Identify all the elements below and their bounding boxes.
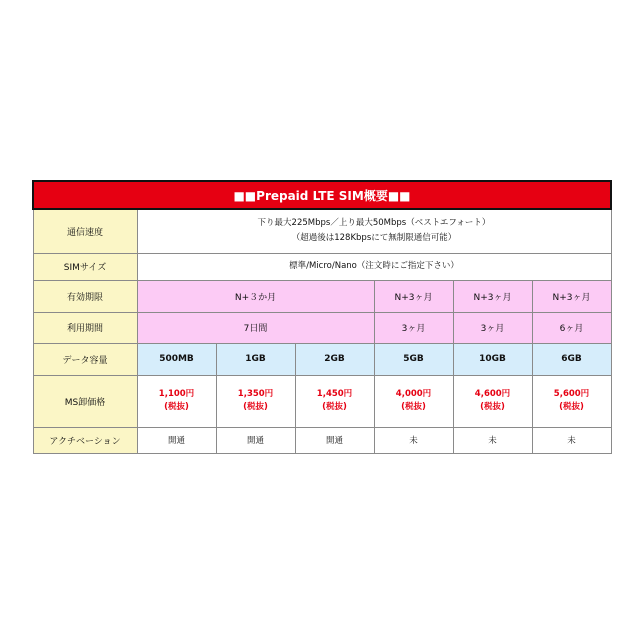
price-tax-note: (税抜): [401, 402, 426, 412]
price-cell: [216, 375, 295, 427]
price-amount: 4,600円: [474, 389, 511, 399]
price-cell: [374, 375, 453, 427]
sim-overview-table: [32, 180, 612, 454]
validity-plan-5: N+3ヶ月: [453, 280, 532, 312]
capacity-cell: 10GB: [453, 343, 532, 375]
price-amount: 5,600円: [553, 389, 590, 399]
usage-period-plan-6: 6ヶ月: [532, 312, 611, 343]
activation-cell: 未: [532, 427, 611, 453]
validity-plan-6: N+3ヶ月: [532, 280, 611, 312]
price-amount: 4,000円: [395, 389, 432, 399]
activation-label: アクチベーション: [33, 427, 137, 453]
price-cell: [295, 375, 374, 427]
speed-value: [137, 209, 611, 253]
price-tax-note: (税抜): [322, 402, 347, 412]
capacity-cell: 5GB: [374, 343, 453, 375]
price-tax-note: (税抜): [480, 402, 505, 412]
usage-period-merged: 7日間: [137, 312, 374, 343]
sim-size-row: [33, 253, 611, 280]
activation-cell: 未: [453, 427, 532, 453]
capacity-cell: 1GB: [216, 343, 295, 375]
price-amount: 1,450円: [316, 389, 353, 399]
usage-period-label: 利用期間: [33, 312, 137, 343]
activation-cell: 開通: [137, 427, 216, 453]
price-amount: 1,350円: [237, 389, 274, 399]
usage-period-plan-4: 3ヶ月: [374, 312, 453, 343]
activation-cell: 開通: [295, 427, 374, 453]
validity-label: 有効期限: [33, 280, 137, 312]
data-capacity-label: データ容量: [33, 343, 137, 375]
price-tax-note: (税抜): [243, 402, 268, 412]
usage-period-row: [33, 312, 611, 343]
price-cell: [453, 375, 532, 427]
price-row: [33, 375, 611, 427]
price-cell: [137, 375, 216, 427]
speed-row: [33, 209, 611, 253]
speed-line-1: 下り最大225Mbps／上り最大50Mbps（ベストエフォート）: [257, 218, 491, 229]
price-cell: [532, 375, 611, 427]
sim-size-value: 標準/Micro/Nano（注文時にご指定下さい）: [137, 253, 611, 280]
price-tax-note: (税抜): [164, 402, 189, 412]
price-tax-note: (税抜): [559, 402, 584, 412]
activation-cell: 未: [374, 427, 453, 453]
capacity-cell: 500MB: [137, 343, 216, 375]
capacity-cell: 2GB: [295, 343, 374, 375]
validity-row: [33, 280, 611, 312]
price-amount: 1,100円: [158, 389, 195, 399]
price-label: MS卸価格: [33, 375, 137, 427]
validity-merged: N+３か月: [137, 280, 374, 312]
validity-plan-4: N+3ヶ月: [374, 280, 453, 312]
data-capacity-row: [33, 343, 611, 375]
capacity-cell: 6GB: [532, 343, 611, 375]
speed-line-2: （超過後は128Kbpsにて無制限通信可能）: [291, 233, 457, 244]
table-title-row: [33, 181, 611, 209]
usage-period-plan-5: 3ヶ月: [453, 312, 532, 343]
sim-size-label: SIMサイズ: [33, 253, 137, 280]
table-title: ■■Prepaid LTE SIM概要■■: [33, 181, 611, 209]
activation-cell: 開通: [216, 427, 295, 453]
speed-label: 通信速度: [33, 209, 137, 253]
activation-row: [33, 427, 611, 453]
